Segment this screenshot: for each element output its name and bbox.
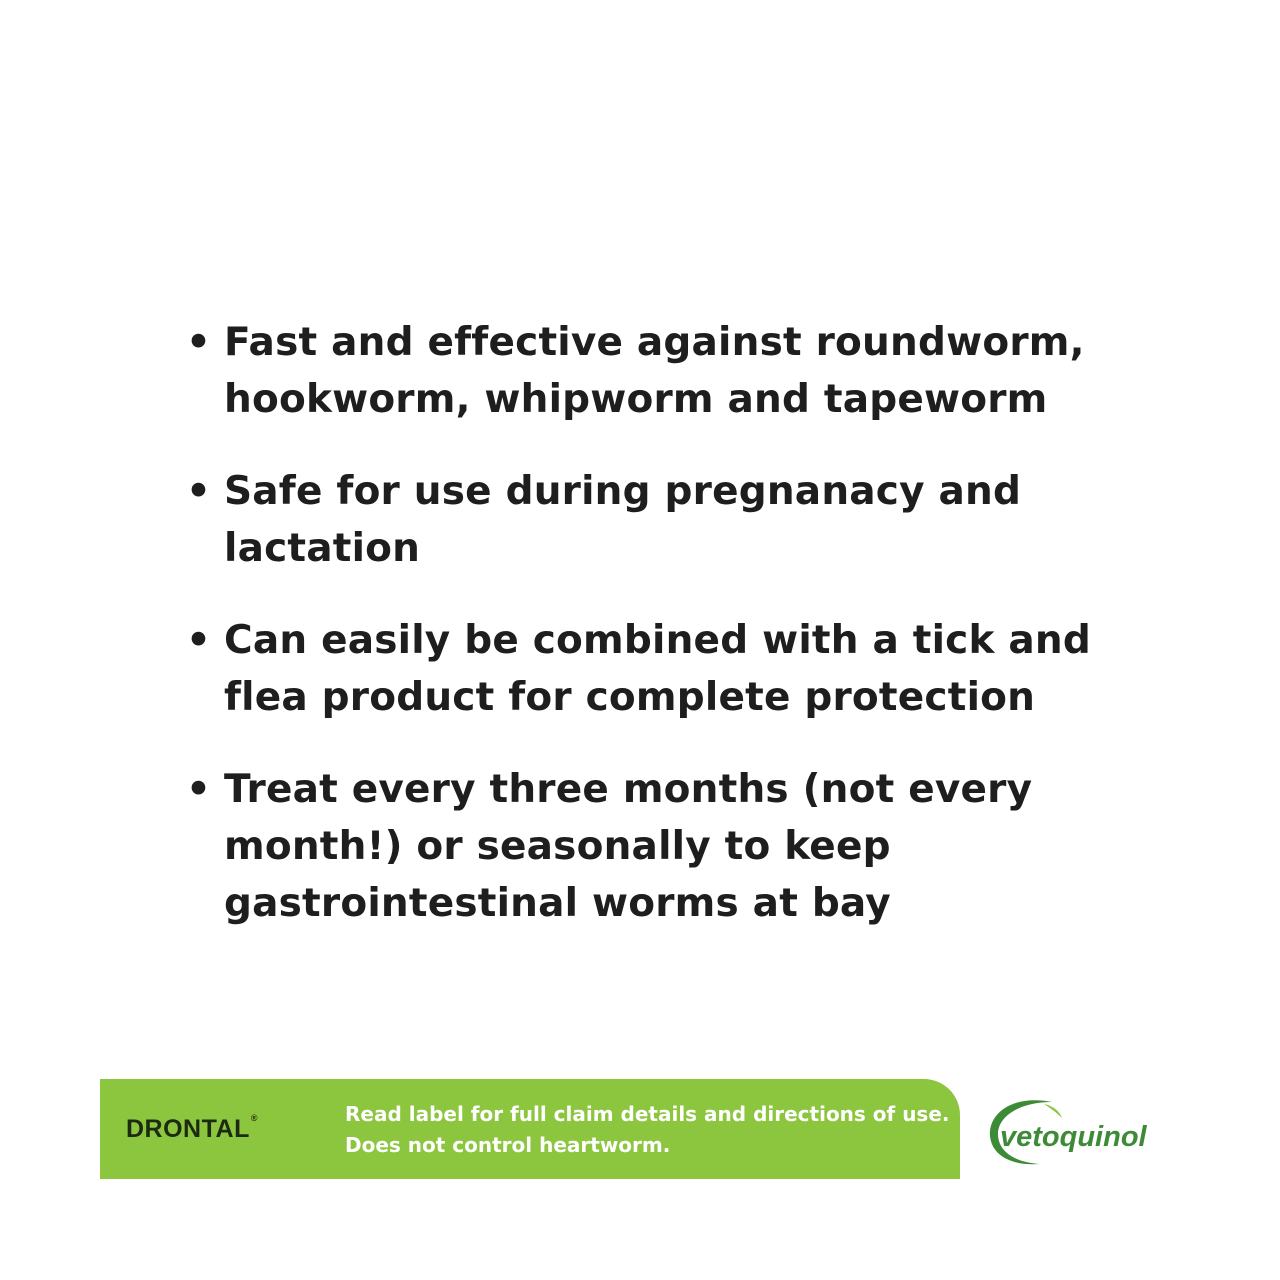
feature-text: Treat every three months (not every month!) or seasonally to keep gastrointestinal worms at bay [224, 767, 1033, 926]
vetoquinol-wordmark: vetoquinol [1000, 1121, 1147, 1153]
footer-banner [100, 1079, 960, 1179]
feature-text: Safe for use during pregnanacy and lactation [224, 469, 1022, 571]
feature-text: Fast and effective against roundworm, hookworm, whipworm and tapeworm [224, 320, 1085, 422]
vetoquinol-swoosh-accent-icon [1044, 1104, 1062, 1118]
drontal-wordmark: DRONTAL [126, 1115, 250, 1143]
registered-mark: ® [250, 1113, 258, 1123]
disclaimer-text [345, 1099, 950, 1161]
feature-item [186, 761, 1186, 932]
feature-item [186, 612, 1186, 726]
feature-text: Can easily be combined with a tick and flea product for complete protection [224, 618, 1092, 720]
feature-list [186, 314, 1186, 967]
vetoquinol-logo [982, 1092, 1172, 1172]
bullet-dot-icon: • [186, 469, 212, 514]
bullet-dot-icon: • [186, 618, 212, 663]
bullet-dot-icon: • [186, 767, 212, 812]
bullet-dot-icon: • [186, 320, 212, 365]
disclaimer-line-2: Does not control heartworm. [345, 1133, 671, 1157]
disclaimer-line-1: Read label for full claim details and directions of use. [345, 1102, 950, 1126]
feature-item [186, 314, 1186, 428]
feature-item [186, 463, 1186, 577]
drontal-logo [126, 1115, 258, 1144]
